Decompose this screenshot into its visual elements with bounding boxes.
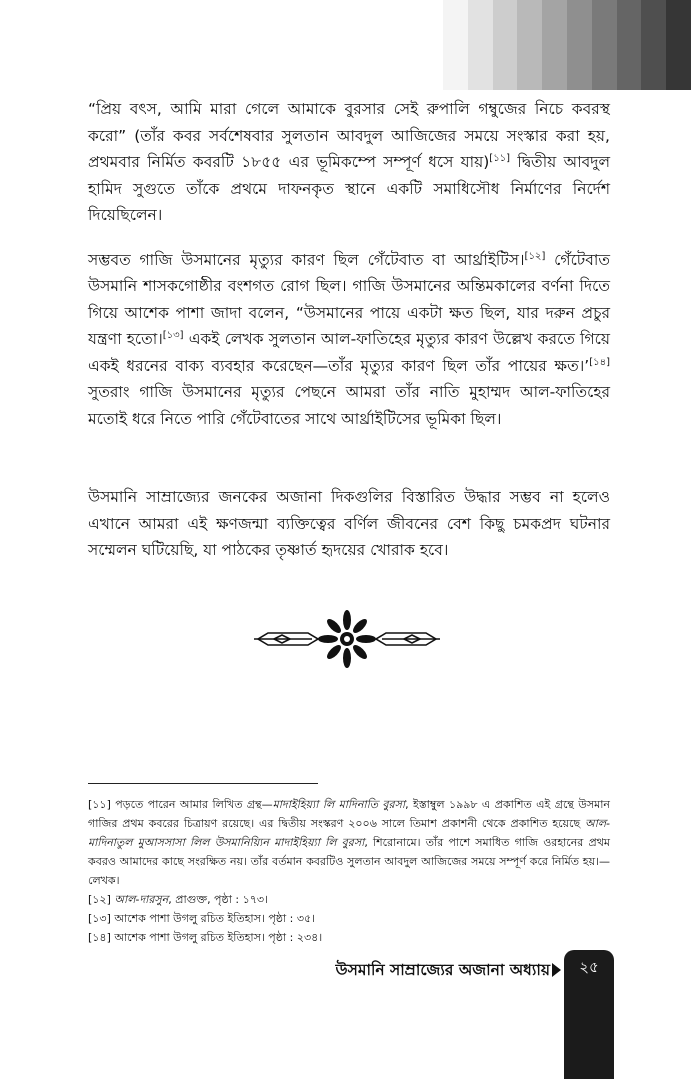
footnote-11-label: [১১]	[88, 798, 116, 811]
page-body	[88, 96, 610, 582]
paragraph-2-text-c: একই লেখক সুলতান আল-ফাতিহের মৃত্যুর কারণ উল্লেখ করতে গিয়ে একই ধরনের বাক্য ব্যবহার করেছেন—তাঁর মৃত্যুর কারণ ছিল তাঁর পায়ের ক্ষত।’	[88, 330, 610, 375]
footnote-12	[88, 890, 610, 909]
footnote-12-label: [১২]	[88, 893, 115, 906]
footnote-ref-14[interactable]: [১৪]	[589, 356, 610, 368]
footnote-12-text: , প্রাগুক্ত, পৃষ্ঠা : ১৭৩।	[168, 893, 268, 906]
page-number: ২৫	[579, 958, 599, 976]
floral-divider-icon	[252, 608, 442, 670]
grayscale-swatch	[443, 0, 468, 90]
grayscale-calibration-strip	[443, 0, 691, 90]
paragraph-2-text-b: গেঁটেবাত উসমানি শাসকগোষ্ঠীর বংশগত রোগ ছিল। গাজি উসমানের অন্তিমকালের বর্ণনা দিতে গিয়ে আশেক পাশা জাদা বলেন, “উসমানের পায়ে একটা ক্ষত ছিল, যার দরুন প্রচুর যন্ত্রণা হতো।	[88, 250, 610, 348]
footnote-14: [১৪] আশেক পাশা উগলু রচিত ইতিহাস। পৃষ্ঠা : ২৩৪।	[88, 931, 323, 944]
footnote-13: [১৩] আশেক পাশা উগলু রচিত ইতিহাস। পৃষ্ঠা : ৩৫।	[88, 912, 316, 925]
footnote-ref-11[interactable]: [১১]	[489, 152, 511, 164]
grayscale-swatch	[517, 0, 542, 90]
grayscale-swatch	[641, 0, 666, 90]
footnote-ref-12[interactable]: [১২]	[524, 250, 546, 262]
footnote-11-text-2: , ইস্তাম্বুল ১৯৯৮ এ প্রকাশিত এই গ্রন্থে উসমান গাজির প্রথম কবরের চিত্রায়ণ রয়েছে। এর দ্বিতীয় সংস্করণ ২০০৬ সালে তিমাশ প্রকাশনী থেকে প্রকাশিত হয়েছে	[88, 798, 611, 830]
paragraph-1	[88, 96, 610, 229]
footnote-11	[88, 795, 610, 890]
grayscale-swatch	[666, 0, 691, 90]
grayscale-swatch	[542, 0, 567, 90]
footnote-11-text-3: , শিরোনামে। তাঁর পাশে সমাধিত গাজি ওরহানের প্রথম কবরও আমাদের কাছে সংরক্ষিত নয়। তাঁর বর্তমান কবরটিও সুলতান আবদুল আজিজের সময়ে সম্পূর্ণ করে নির্মিত হয়।—লেখক।	[88, 836, 610, 887]
paragraph-1-text-b: দ্বিতীয় আবদুল হামিদ সুগুতে তাঁকে প্রথমে দাফনকৃত স্থানে একটি সমাধিসৌধ নির্মাণের নির্দেশ দিয়েছিলেন।	[88, 153, 610, 224]
triangle-right-icon	[552, 963, 561, 977]
footnote-ref-13[interactable]: [১৩]	[162, 329, 184, 341]
footnote-divider	[88, 783, 318, 784]
paragraph-3: উসমানি সাম্রাজ্যের জনকের অজানা দিকগুলির বিস্তারিত উদ্ধার সম্ভব না হলেও এখানে আমরা এই ক্ষণজন্মা ব্যক্তিত্বের বর্ণিল জীবনের বেশ কিছু চমকপ্রদ ঘটনার সম্মেলন ঘটিয়েছি, যা পাঠকের তৃষ্ণার্ত হৃদয়ের খোরাক হবে।	[88, 488, 610, 559]
grayscale-swatch	[493, 0, 518, 90]
footnote-11-text-1: পড়তে পারেন আমার লিখিত গ্রন্থ—	[115, 798, 273, 811]
footnote-11-book-title-1: মাদাইহিয়্যা লি মাদিনাতি বুরসা	[272, 798, 406, 811]
footnote-11-book-title-2: আল-মাদিনাতুল মুআসসাসা লিল উসমানিয়্যিন মাদাইহিয়্যা লি বুরসা	[88, 817, 610, 849]
footnote-12-book-title: আল-দারসুন	[114, 893, 169, 906]
paragraph-1-text-a: “প্রিয় বৎস, আমি মারা গেলে আমাকে বুরসার সেই রুপালি গম্বুজের নিচে কবরস্থ করো” (তাঁর কবর সর্বশেষবার সুলতান আবদুল আজিজের সময়ে সংস্কার করা হয়, প্রথমবার নির্মিত কবরটি ১৮৫৫ এর ভূমিকম্পে সম্পূর্ণ ধসে যায়)	[88, 100, 610, 171]
grayscale-swatch	[468, 0, 493, 90]
grayscale-swatch	[592, 0, 617, 90]
paragraph-2-text-d: সুতরাং গাজি উসমানের মৃত্যুর পেছনে আমরা তাঁর নাতি মুহাম্মদ আল-ফাতিহের মতোই ধরে নিতে পারি গেঁটেবাতের সাথে আর্থ্রাইটিসের ভূমিকা ছিল।	[88, 383, 610, 428]
paragraph-2	[88, 247, 610, 433]
footnotes	[88, 795, 610, 947]
paragraph-2-text-a: সম্ভবত গাজি উসমানের মৃত্যুর কারণ ছিল গেঁটেবাত বা আর্থ্রাইটিস।	[88, 250, 525, 269]
running-footer-title: উসমানি সাম্রাজ্যের অজানা অধ্যায়	[335, 961, 550, 979]
grayscale-swatch	[617, 0, 642, 90]
grayscale-swatch	[567, 0, 592, 90]
